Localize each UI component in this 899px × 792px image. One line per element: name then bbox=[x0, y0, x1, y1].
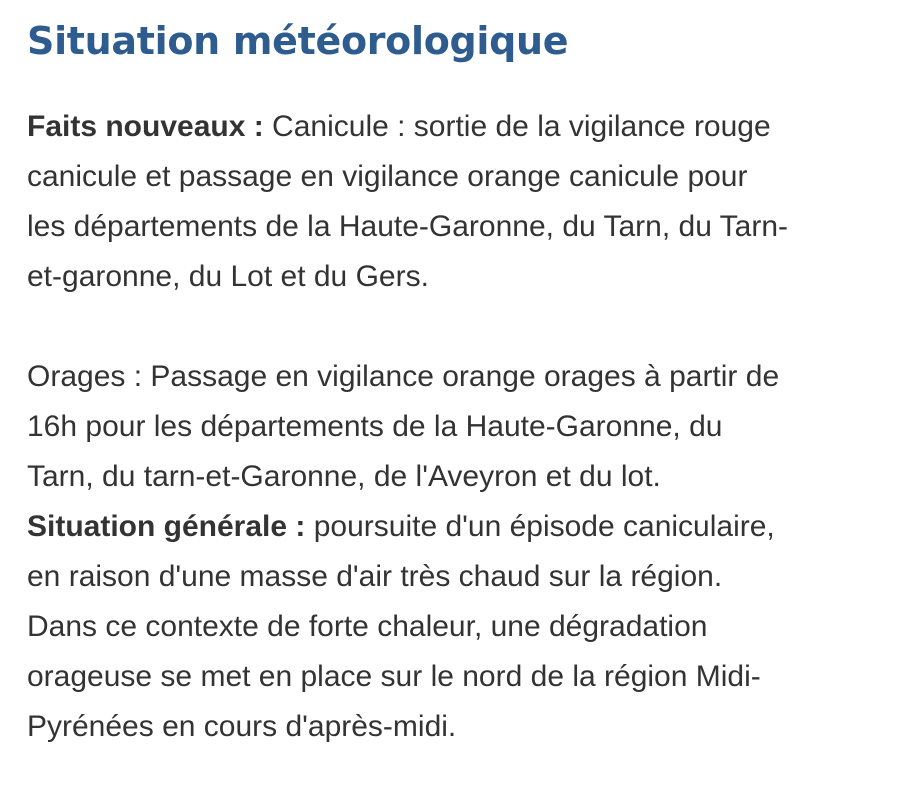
text-line: et-garonne, du Lot et du Gers. bbox=[27, 260, 429, 293]
faits-nouveaux-label: Faits nouveaux : bbox=[27, 110, 264, 143]
text-line: les départements de la Haute-Garonne, du Tarn, du Tarn- bbox=[27, 210, 789, 243]
faits-nouveaux-paragraph bbox=[27, 102, 877, 302]
text-line: canicule et passage en vigilance orange canicule pour bbox=[27, 160, 748, 193]
text-line: Orages : Passage en vigilance orange orages à partir de bbox=[27, 360, 780, 393]
text-line: Tarn, du tarn-et-Garonne, de l'Aveyron et du lot. bbox=[27, 460, 661, 493]
orages-and-situation-paragraph bbox=[27, 352, 877, 752]
text-line bbox=[27, 502, 877, 552]
text-line bbox=[27, 102, 877, 152]
text-line: 16h pour les départements de la Haute-Garonne, du bbox=[27, 410, 723, 443]
text-line-content: Canicule : sortie de la vigilance rouge bbox=[263, 110, 771, 143]
situation-generale-label: Situation générale : bbox=[27, 510, 306, 543]
text-line-content: poursuite d'un épisode caniculaire, bbox=[305, 510, 775, 543]
text-line: en raison d'une masse d'air très chaud sur la région. bbox=[27, 560, 723, 593]
text-line: Pyrénées en cours d'après-midi. bbox=[27, 710, 457, 743]
page-title: Situation météorologique bbox=[27, 19, 569, 63]
text-line: Dans ce contexte de forte chaleur, une dégradation bbox=[27, 610, 708, 643]
text-line: orageuse se met en place sur le nord de la région Midi- bbox=[27, 660, 761, 693]
